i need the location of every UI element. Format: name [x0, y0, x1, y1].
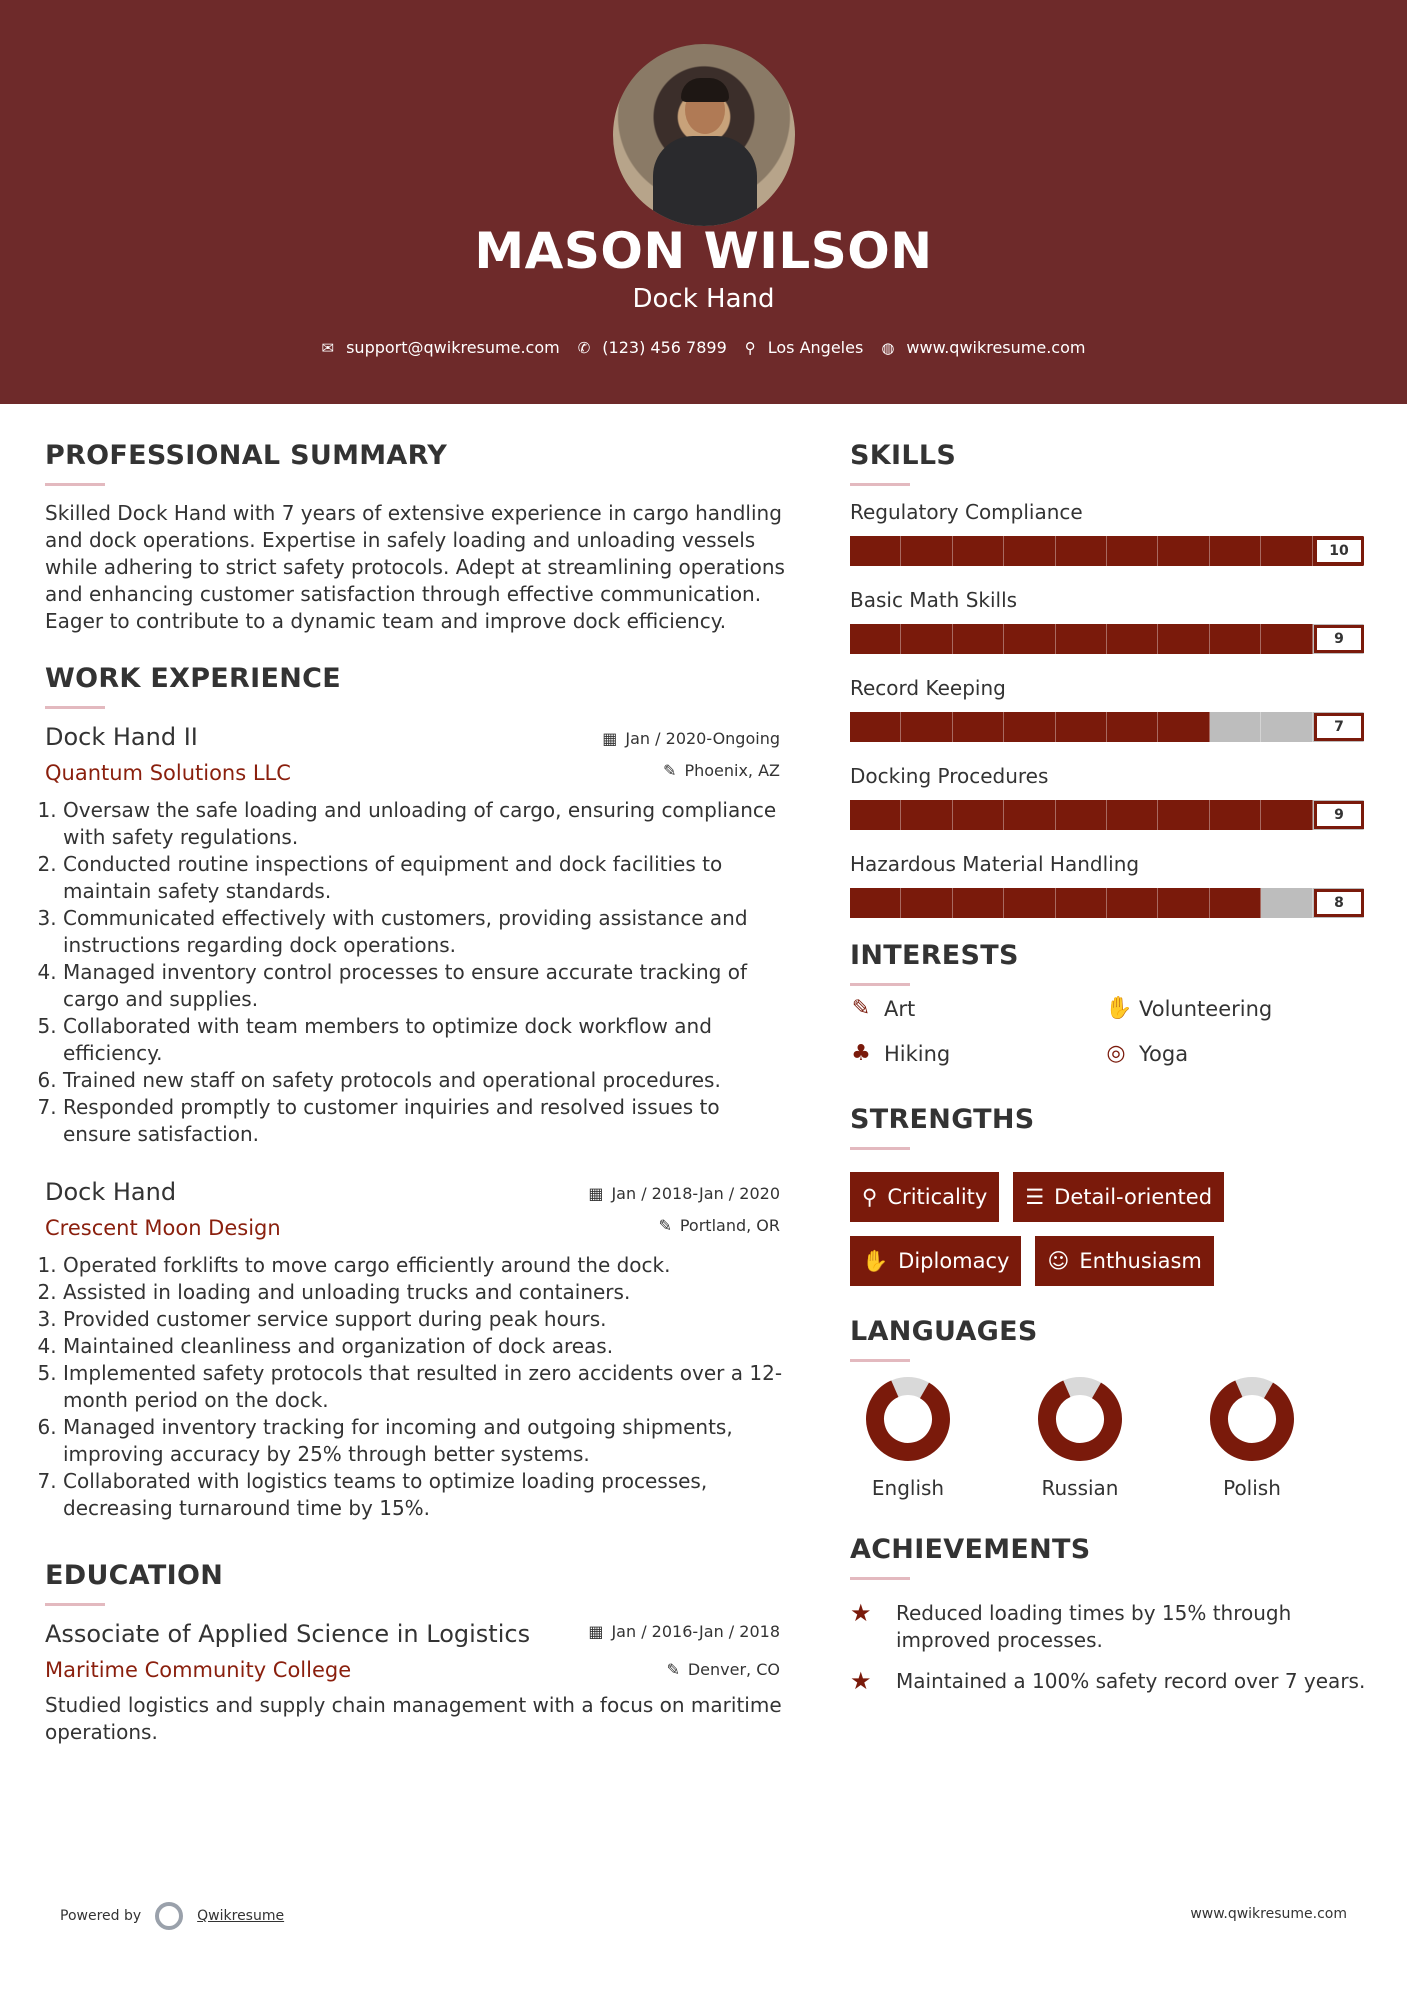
summary-text: Skilled Dock Hand with 7 years of extensive experience in cargo handling and dock operations. Expertise in safely loading and unloading vessels while adhering to strict safety protocols. Adept at streamlining operations and enhancing customer satisfaction through effective communication. Eager to contribute to a dynamic team and improve dock efficiency.: [45, 501, 785, 633]
tree-icon: ♣: [851, 1041, 871, 1066]
footer-powered-by: [60, 1902, 284, 1930]
star-icon: ★: [850, 1667, 872, 1695]
skill-level-badge: 10: [1314, 537, 1364, 565]
brand-link[interactable]: Qwikresume: [197, 1908, 285, 1924]
education-dates: ▦ Jan / 2016-Jan / 2018: [588, 1622, 780, 1641]
job-dates: [602, 729, 780, 748]
contact-item: [881, 338, 1085, 357]
candidate-name: MASON WILSON: [474, 222, 933, 280]
achievement-text: Maintained a 100% safety record over 7 years.: [896, 1669, 1366, 1693]
responsibility-item: 7. Responded promptly to customer inquiries and resolved issues to ensure satisfaction.: [63, 1094, 790, 1148]
skill-name: Docking Procedures: [850, 764, 1049, 788]
responsibility-list: [45, 1252, 790, 1522]
language-donut: [865, 1376, 951, 1462]
education-heading: EDUCATION: [45, 1560, 224, 1591]
languages-section: [850, 1316, 1370, 1500]
search-icon: ⚲: [862, 1185, 878, 1209]
responsibility-list: [45, 797, 790, 1148]
list-icon: ☰: [1025, 1185, 1045, 1209]
footer-url[interactable]: www.qwikresume.com: [1190, 1906, 1347, 1922]
skill-bar-segment: [1158, 800, 1209, 830]
achievements-heading: ACHIEVEMENTS: [850, 1534, 1091, 1565]
contact-text[interactable]: support@qwikresume.com: [346, 338, 560, 357]
contact-text[interactable]: www.qwikresume.com: [906, 338, 1086, 357]
skills-heading: SKILLS: [850, 440, 957, 471]
skill-level-badge: 8: [1314, 889, 1364, 917]
skill-bar-segment: [1210, 712, 1261, 742]
interests-section: [850, 940, 1370, 1066]
language-donut: [1209, 1376, 1295, 1462]
section-divider: [45, 706, 105, 709]
smile-icon: ☺: [1047, 1249, 1070, 1273]
calendar-icon: ▦: [588, 1184, 604, 1203]
strength-chip: [1013, 1172, 1224, 1222]
skill-bar-segment: [850, 624, 901, 654]
strength-label: Diplomacy: [898, 1249, 1010, 1273]
skills-section: [850, 440, 1370, 918]
skill-bar-segment: [1261, 624, 1312, 654]
responsibility-item: 1. Oversaw the safe loading and unloading of cargo, ensuring compliance with safety regulations.: [63, 797, 790, 851]
job-dates-text: Jan / 2020-Ongoing: [625, 729, 780, 748]
skill-level-badge: 7: [1314, 713, 1364, 741]
section-divider: [850, 1359, 910, 1362]
skill-bar-segment: [953, 800, 1004, 830]
skill-bar-segment: [901, 712, 952, 742]
company-name: Crescent Moon Design: [45, 1216, 281, 1240]
skill-bar-segment: [901, 536, 952, 566]
section-divider: [850, 483, 910, 486]
skill-bar-segment: [1158, 712, 1209, 742]
achievement-item: [850, 1668, 1370, 1695]
education-section: [45, 1560, 790, 1746]
contact-bar: [0, 338, 1407, 357]
skill-bar-segment: [1056, 712, 1107, 742]
language-label: Russian: [1041, 1476, 1119, 1500]
interest-item: [850, 996, 1105, 1021]
skill-bar-segment: [1004, 536, 1055, 566]
left-column: [45, 440, 790, 1746]
resume-header: [0, 0, 1407, 404]
skill-bar-segment: [901, 800, 952, 830]
section-divider: [850, 983, 910, 986]
experience-heading: WORK EXPERIENCE: [45, 663, 341, 694]
skill-bar-segment: [1261, 888, 1312, 918]
responsibility-item: 1. Operated forklifts to move cargo efficiently around the dock.: [63, 1252, 790, 1279]
job-location-text: Phoenix, AZ: [684, 761, 780, 780]
section-divider: [45, 1603, 105, 1606]
responsibility-item: 4. Maintained cleanliness and organization of dock areas.: [63, 1333, 790, 1360]
strengths-heading: STRENGTHS: [850, 1104, 1035, 1135]
handshake-icon: ✋: [1105, 996, 1133, 1021]
skill-bar-segment: [1210, 800, 1261, 830]
skill-bar-segment: [1158, 888, 1209, 918]
skill-bar-segment: [1056, 800, 1107, 830]
skill-bar-segment: [901, 624, 952, 654]
interest-label: Yoga: [1139, 1041, 1189, 1066]
company-name: Quantum Solutions LLC: [45, 761, 291, 785]
powered-by-label: Powered by: [60, 1908, 142, 1924]
job-title: Dock Hand II: [45, 723, 198, 751]
responsibility-item: 5. Collaborated with team members to optimize dock workflow and efficiency.: [63, 1013, 790, 1067]
contact-item: [322, 338, 560, 357]
skill-name: Regulatory Compliance: [850, 500, 1083, 524]
strengths-section: [850, 1104, 1370, 1286]
skill-bar-segment: [1004, 624, 1055, 654]
skill-bar-segment: [1004, 712, 1055, 742]
skill-bar-segment: [953, 712, 1004, 742]
skill-bar-segment: [1210, 536, 1261, 566]
skill-bar-segment: [850, 536, 901, 566]
skill-bar-segment: [901, 888, 952, 918]
language-item: [865, 1376, 951, 1500]
envelope-icon: ✉: [321, 338, 335, 357]
skill-level-badge: 9: [1314, 801, 1364, 829]
skill-name: Basic Math Skills: [850, 588, 1018, 612]
profile-photo: [613, 44, 795, 226]
skill-bar: [850, 800, 1364, 830]
skill-bar-segment: [1261, 712, 1312, 742]
job-title: Dock Hand: [45, 1178, 177, 1206]
responsibility-item: 3. Communicated effectively with customers, providing assistance and instructions regarding dock operations.: [63, 905, 790, 959]
skill-bar-segment: [953, 888, 1004, 918]
summary-section: [45, 440, 790, 635]
lifebuoy-icon: ◎: [1106, 1041, 1126, 1066]
skill-bar-segment: [953, 624, 1004, 654]
strength-chip: [850, 1172, 999, 1222]
job-location: [658, 1216, 780, 1235]
skill-bar-segment: [1056, 536, 1107, 566]
strength-label: Enthusiasm: [1079, 1249, 1202, 1273]
school-name: Maritime Community College: [45, 1658, 352, 1682]
skill-bar-segment: [953, 536, 1004, 566]
responsibility-item: 4. Managed inventory control processes to ensure accurate tracking of cargo and supplies.: [63, 959, 790, 1013]
pin-icon: ✎: [658, 1216, 672, 1235]
skill-bar: [850, 536, 1364, 566]
education-entry: [45, 1620, 790, 1746]
contact-text: (123) 456 7899: [602, 338, 727, 357]
skill-bar-segment: [1056, 624, 1107, 654]
job-location-text: Portland, OR: [679, 1216, 780, 1235]
language-donut: [1037, 1376, 1123, 1462]
section-divider: [850, 1147, 910, 1150]
skill-bar-segment: [1158, 624, 1209, 654]
interest-label: Volunteering: [1139, 996, 1273, 1021]
job-entry: [45, 1178, 790, 1522]
skill-bar-segment: [1107, 712, 1158, 742]
qwikresume-logo-icon: [155, 1902, 183, 1930]
contact-item: [745, 338, 864, 357]
map-pin-icon: ⚲: [744, 338, 756, 357]
strength-label: Detail-oriented: [1054, 1185, 1213, 1209]
skill-bar-segment: [850, 712, 901, 742]
responsibility-item: 6. Trained new staff on safety protocols and operational procedures.: [63, 1067, 790, 1094]
skill-bar-segment: [1261, 800, 1312, 830]
paintbrush-icon: ✎: [851, 996, 871, 1021]
languages-heading: LANGUAGES: [850, 1316, 1038, 1347]
strength-label: Criticality: [887, 1185, 988, 1209]
phone-icon: ✆: [577, 338, 591, 357]
achievements-section: [850, 1534, 1370, 1695]
candidate-title: Dock Hand: [632, 284, 775, 314]
degree-title: Associate of Applied Science in Logistics: [45, 1620, 531, 1648]
skill-bar-segment: [1107, 888, 1158, 918]
language-item: [1209, 1376, 1295, 1500]
skill-bar-segment: [1056, 888, 1107, 918]
responsibility-item: 7. Collaborated with logistics teams to optimize loading processes, decreasing turnaround time by 15%.: [63, 1468, 790, 1522]
education-description: Studied logistics and supply chain management with a focus on maritime operations.: [45, 1693, 782, 1744]
language-label: English: [871, 1476, 945, 1500]
achievement-item: [850, 1600, 1370, 1654]
section-divider: [45, 483, 105, 486]
experience-section: [45, 663, 790, 1522]
contact-item: [578, 338, 727, 357]
summary-heading: PROFESSIONAL SUMMARY: [45, 440, 448, 471]
skill-bar-segment: [1107, 800, 1158, 830]
right-column: [850, 440, 1370, 1709]
job-dates: [588, 1184, 780, 1203]
interests-heading: INTERESTS: [850, 940, 1019, 971]
interest-item: [1105, 996, 1360, 1021]
skill-bar-segment: [1107, 624, 1158, 654]
interest-label: Hiking: [884, 1041, 951, 1066]
skill-level-badge: 9: [1314, 625, 1364, 653]
skill-bar-segment: [1158, 536, 1209, 566]
skill-bar: [850, 624, 1364, 654]
skill-bar: [850, 712, 1364, 742]
skill-bar-segment: [1210, 624, 1261, 654]
education-location: ✎ Denver, CO: [666, 1660, 780, 1679]
skill-bar-segment: [1004, 800, 1055, 830]
responsibility-item: 2. Assisted in loading and unloading trucks and containers.: [63, 1279, 790, 1306]
job-location: [663, 761, 780, 780]
globe-icon: ◍: [881, 338, 895, 357]
calendar-icon: ▦: [588, 1622, 604, 1641]
interest-item: [1105, 1041, 1360, 1066]
responsibility-item: 5. Implemented safety protocols that resulted in zero accidents over a 12-month period on the dock.: [63, 1360, 790, 1414]
responsibility-item: 3. Provided customer service support during peak hours.: [63, 1306, 790, 1333]
skill-bar-segment: [850, 888, 901, 918]
contact-text: Los Angeles: [767, 338, 864, 357]
skill-bar: [850, 888, 1364, 918]
skill-bar-segment: [850, 800, 901, 830]
language-label: Polish: [1223, 1476, 1281, 1500]
responsibility-item: 6. Managed inventory tracking for incoming and outgoing shipments, improving accuracy by 25% through better systems.: [63, 1414, 790, 1468]
job-entry: [45, 723, 790, 1148]
job-dates-text: Jan / 2018-Jan / 2020: [611, 1184, 780, 1203]
handshake-icon: ✋: [862, 1248, 889, 1273]
strength-chip: [1035, 1236, 1213, 1286]
skill-bar-segment: [1210, 888, 1261, 918]
skill-bar-segment: [1107, 536, 1158, 566]
pin-icon: ✎: [663, 761, 677, 780]
skill-name: Record Keeping: [850, 676, 1006, 700]
skill-bar-segment: [1261, 536, 1312, 566]
skill-name: Hazardous Material Handling: [850, 852, 1140, 876]
responsibility-item: 2. Conducted routine inspections of equipment and dock facilities to maintain safety standards.: [63, 851, 790, 905]
achievement-text: Reduced loading times by 15% through improved processes.: [896, 1601, 1292, 1652]
interest-item: [850, 1041, 1105, 1066]
section-divider: [850, 1577, 910, 1580]
pin-icon: ✎: [666, 1660, 680, 1679]
star-icon: ★: [850, 1599, 872, 1627]
interest-label: Art: [884, 996, 916, 1021]
language-item: [1037, 1376, 1123, 1500]
strength-chip: [850, 1236, 1021, 1286]
skill-bar-segment: [1004, 888, 1055, 918]
calendar-icon: ▦: [602, 729, 618, 748]
